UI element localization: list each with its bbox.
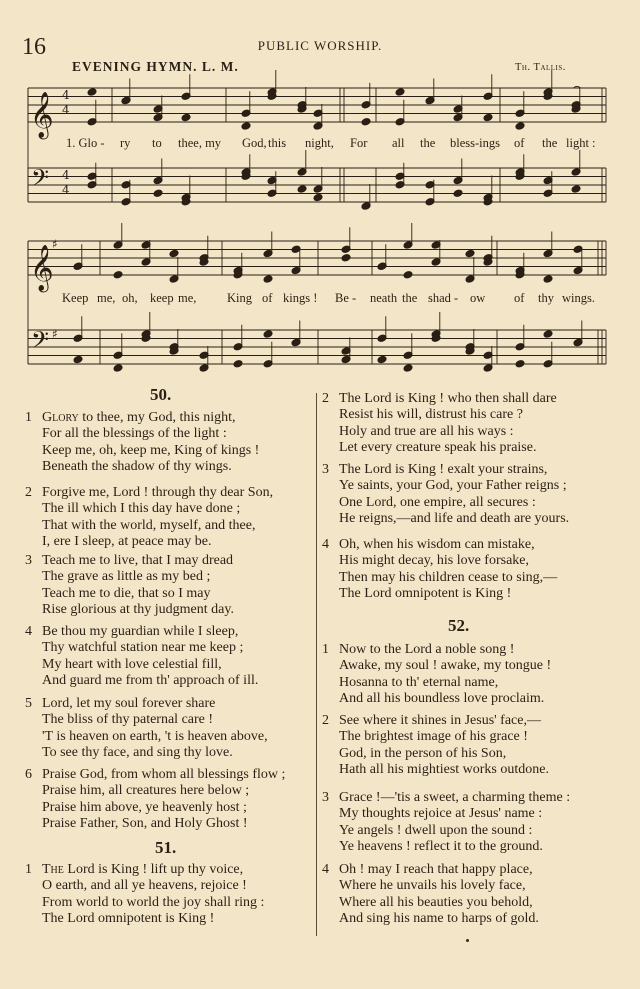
stanza-line: Teach me to die, that so I may <box>42 585 211 601</box>
stanza-line: Teach me to live, that I may dread <box>42 553 234 568</box>
note-head <box>263 330 273 339</box>
running-head: PUBLIC WORSHIP. <box>257 38 383 53</box>
note-head <box>313 193 323 202</box>
stanza-line: Holy and true are all his ways : <box>339 423 514 439</box>
note-head <box>297 185 307 194</box>
lyric-syllable: keep <box>150 291 174 305</box>
stanza <box>25 696 325 762</box>
stanza-number: 6 <box>25 767 32 782</box>
stanza-line: My thoughts rejoice at Jesus' name : <box>339 806 543 822</box>
stanza-line: Praise Father, Son, and Holy Ghost ! <box>42 816 248 832</box>
lyric-syllable: ow <box>470 291 486 305</box>
stanza-line: Be thou my guardian while I sleep, <box>42 624 239 639</box>
stanza-line: For all the blessings of the light : <box>42 426 227 442</box>
stanza-line: The brightest image of his grace ! <box>339 729 528 745</box>
stanza-line: The ill which I this day have done ; <box>42 501 241 517</box>
stanza-line: Ye angels ! dwell upon the sound : <box>339 822 533 838</box>
time-sig-bottom: 4 <box>62 103 70 117</box>
note-head <box>403 364 413 373</box>
stanza <box>25 553 325 619</box>
lyric-syllable: night, <box>305 136 334 150</box>
stanza <box>322 537 622 603</box>
note-head <box>453 189 463 198</box>
note-head <box>233 359 243 368</box>
stanza <box>322 713 622 779</box>
treble-clef-icon: 𝄞 <box>30 92 54 138</box>
stanza <box>25 624 325 690</box>
stanza-number: 1 <box>25 410 32 425</box>
stanza-number: 4 <box>322 537 329 552</box>
lyric-syllable: neath <box>370 291 398 305</box>
stanza-line: The Lord is King ! exalt your strains, <box>339 462 548 477</box>
stanza-line: Awake, my soul ! awake, my tongue ! <box>339 658 552 674</box>
stanza <box>25 485 325 551</box>
note-head <box>543 330 553 339</box>
stanza-number: 2 <box>322 391 329 406</box>
stanza-line: Thy watchful station near me keep ; <box>42 640 244 656</box>
hymn-number: 51. <box>155 838 177 857</box>
lyric-syllable: the <box>420 136 436 150</box>
stanza-line: Where all his beauties you behold, <box>339 894 533 910</box>
note-head <box>113 364 123 373</box>
note-head <box>241 122 251 131</box>
stanza-line: The Lord omnipotent is King ! <box>339 586 512 602</box>
stanza-line: The Lord omnipotent is King ! <box>42 911 215 927</box>
page-number: 16 <box>22 34 46 60</box>
stanza-line: My heart with love celestial fill, <box>42 656 222 672</box>
bass-clef-icon: 𝄢 <box>31 164 50 197</box>
stanza-line: That with the world, myself, and thee, <box>42 517 256 533</box>
stanza-line: Hath all his mightiest works outdone. <box>339 762 549 778</box>
lyric-syllable: light : <box>566 136 596 150</box>
stanza <box>322 790 622 856</box>
stanza-line: He reigns,—and life and death are yours. <box>339 511 570 527</box>
lyric-syllable: me, <box>178 291 197 305</box>
time-sig-bottom: 4 <box>62 183 70 197</box>
note-head <box>73 355 83 364</box>
stanza-line: 'T is heaven on earth, 't is heaven above, <box>42 728 268 744</box>
stanza-line: One Lord, one empire, all secures : <box>339 494 536 510</box>
stanza-number: 3 <box>322 462 329 477</box>
lyric-syllable: kings ! <box>283 291 318 305</box>
stanza-number: 3 <box>322 790 329 805</box>
hymn-number: 52. <box>448 616 470 635</box>
lyric-syllable: all <box>392 136 405 150</box>
stanza-line: O earth, and all ye heavens, rejoice ! <box>42 878 247 894</box>
note-head <box>113 270 123 279</box>
note-head <box>87 88 97 97</box>
stanza <box>322 391 622 457</box>
lyric-syllable: of <box>514 291 525 305</box>
fermata-icon: ⌢ <box>573 79 581 93</box>
stanza-line: Now to the Lord a noble song ! <box>339 642 515 657</box>
lyric-syllable: oh, <box>122 291 138 305</box>
stanza-line: And all his boundless love proclaim. <box>339 691 545 707</box>
note-head <box>515 122 525 131</box>
composer: Th. Tallis. <box>515 62 566 73</box>
lyric-syllable: ry <box>120 136 131 150</box>
lyric-syllable: For <box>350 136 368 150</box>
first-word: The <box>42 862 64 877</box>
lyric-syllable: shad - <box>428 291 459 305</box>
music-score <box>0 0 640 380</box>
stanza <box>25 767 325 833</box>
lyric-syllable: Be - <box>335 291 357 305</box>
stanza-line: The grave as little as my bed ; <box>42 569 211 585</box>
lyric-syllable: this <box>268 136 287 150</box>
stanza-line: The bliss of thy paternal care ! <box>42 712 214 728</box>
stanza-line: From world to world the joy shall ring : <box>42 894 265 910</box>
lyric-syllable: wings. <box>562 291 595 305</box>
stanza-line: And guard me from th' approach of ill. <box>42 673 259 689</box>
note-head <box>515 359 525 368</box>
note-head <box>263 275 273 284</box>
stanza-line: Keep me, oh, keep me, King of kings ! <box>42 442 260 458</box>
stanza <box>25 410 315 476</box>
stanza-number: 2 <box>322 713 329 728</box>
lyric-syllable: thy <box>538 291 554 305</box>
lyric-syllable: thee, my <box>178 136 222 150</box>
line-text: Lord is King ! lift up thy voice, <box>63 862 244 877</box>
stanza-line: Lord, let my soul forever share <box>42 696 216 711</box>
note-head <box>465 249 475 258</box>
treble-clef-icon: 𝄞 <box>30 245 54 291</box>
stanza-number: 1 <box>322 642 329 657</box>
stanza <box>322 642 622 708</box>
stanza-line: Praise him above, ye heavenly host ; <box>42 799 247 815</box>
stanza-line: The Lord is King ! who then shall dare <box>339 391 557 406</box>
stanza-line: To see thy face, and sing thy love. <box>42 745 233 761</box>
tune-title: EVENING HYMN. L. M. <box>72 59 239 74</box>
lyric-syllable: God, <box>242 136 267 150</box>
stanza-line: God, in the person of his Son, <box>339 745 507 761</box>
stanza-line: Rise glorious at thy judgment day. <box>42 602 234 618</box>
stanza-line: Oh ! may I reach that happy place, <box>339 862 533 877</box>
stanza-number: 1 <box>25 862 32 877</box>
stanza-number: 4 <box>25 624 32 639</box>
stanza-line: Where he unvails his lovely face, <box>339 878 526 894</box>
stanza-line: Forgive me, Lord ! through thy dear Son, <box>42 485 274 500</box>
stanza-number: 5 <box>25 696 32 711</box>
stanza-line: His might decay, his love forsake, <box>339 553 529 569</box>
note-head <box>361 117 371 126</box>
sharp-icon: ♯ <box>52 327 58 341</box>
note-head <box>543 275 553 284</box>
stanza-line: Hosanna to th' eternal name, <box>339 674 499 690</box>
stanza-line: Oh, when his wisdom can mistake, <box>339 537 535 552</box>
stanza <box>322 462 622 528</box>
stanza-line: Beneath the shadow of thy wings. <box>42 459 232 475</box>
stanza-line <box>42 862 315 878</box>
lyric-syllable: King <box>227 291 252 305</box>
stanza-line: And sing his name to harps of gold. <box>339 911 539 927</box>
stanza-line: Ye heavens ! reflect it to the ground. <box>339 839 543 855</box>
stanza-line: I, ere I sleep, at peace may be. <box>42 534 212 550</box>
stanza-line: Resist his will, distrust his care ? <box>339 407 523 423</box>
stanza <box>322 862 622 928</box>
line-text: to thee, my God, this night, <box>78 410 236 425</box>
lyric-syllable: bless-ings <box>450 136 500 150</box>
first-word: Glory <box>42 410 79 425</box>
time-sig-top: 4 <box>62 168 70 182</box>
stanza-line: Praise him, all creatures here below ; <box>42 783 250 799</box>
sharp-icon: ♯ <box>52 237 58 251</box>
lyric-syllable: of <box>514 136 525 150</box>
stanza-line <box>42 410 315 426</box>
note-head <box>571 185 581 194</box>
stanza-line: Let every creature speak his praise. <box>339 440 537 456</box>
bass-clef-icon: 𝄢 <box>31 326 50 359</box>
stanza-number: 4 <box>322 862 329 877</box>
lyric-syllable: the <box>402 291 418 305</box>
stanza-number: 2 <box>25 485 32 500</box>
note-head <box>169 249 179 258</box>
ornament-dot <box>466 939 469 942</box>
lyric-syllable: of <box>262 291 273 305</box>
lyric-syllable: 1. Glo - <box>66 136 105 150</box>
stanza-number: 3 <box>25 553 32 568</box>
note-head <box>341 253 351 262</box>
lyric-syllable: the <box>542 136 558 150</box>
note-head <box>181 113 191 122</box>
note-head <box>153 189 163 198</box>
note-head <box>403 270 413 279</box>
stanza <box>25 862 315 928</box>
note-head <box>395 88 405 97</box>
lyric-syllable: to <box>152 136 162 150</box>
stanza-line: Grace !—'tis a sweet, a charming theme : <box>339 790 571 805</box>
stanza-line: Ye saints, your God, your Father reigns ; <box>339 478 567 494</box>
time-sig-top: 4 <box>62 88 70 102</box>
stanza-line: Praise God, from whom all blessings flow ; <box>42 767 286 782</box>
note-head <box>377 355 387 364</box>
stanza-line: See where it shines in Jesus' face,— <box>339 713 541 728</box>
lyric-syllable: me, <box>97 291 116 305</box>
lyric-syllable: Keep <box>62 291 89 305</box>
hymn-number: 50. <box>150 385 172 404</box>
note-head <box>483 113 493 122</box>
stanza-line: Then may his children cease to sing,— <box>339 569 558 585</box>
